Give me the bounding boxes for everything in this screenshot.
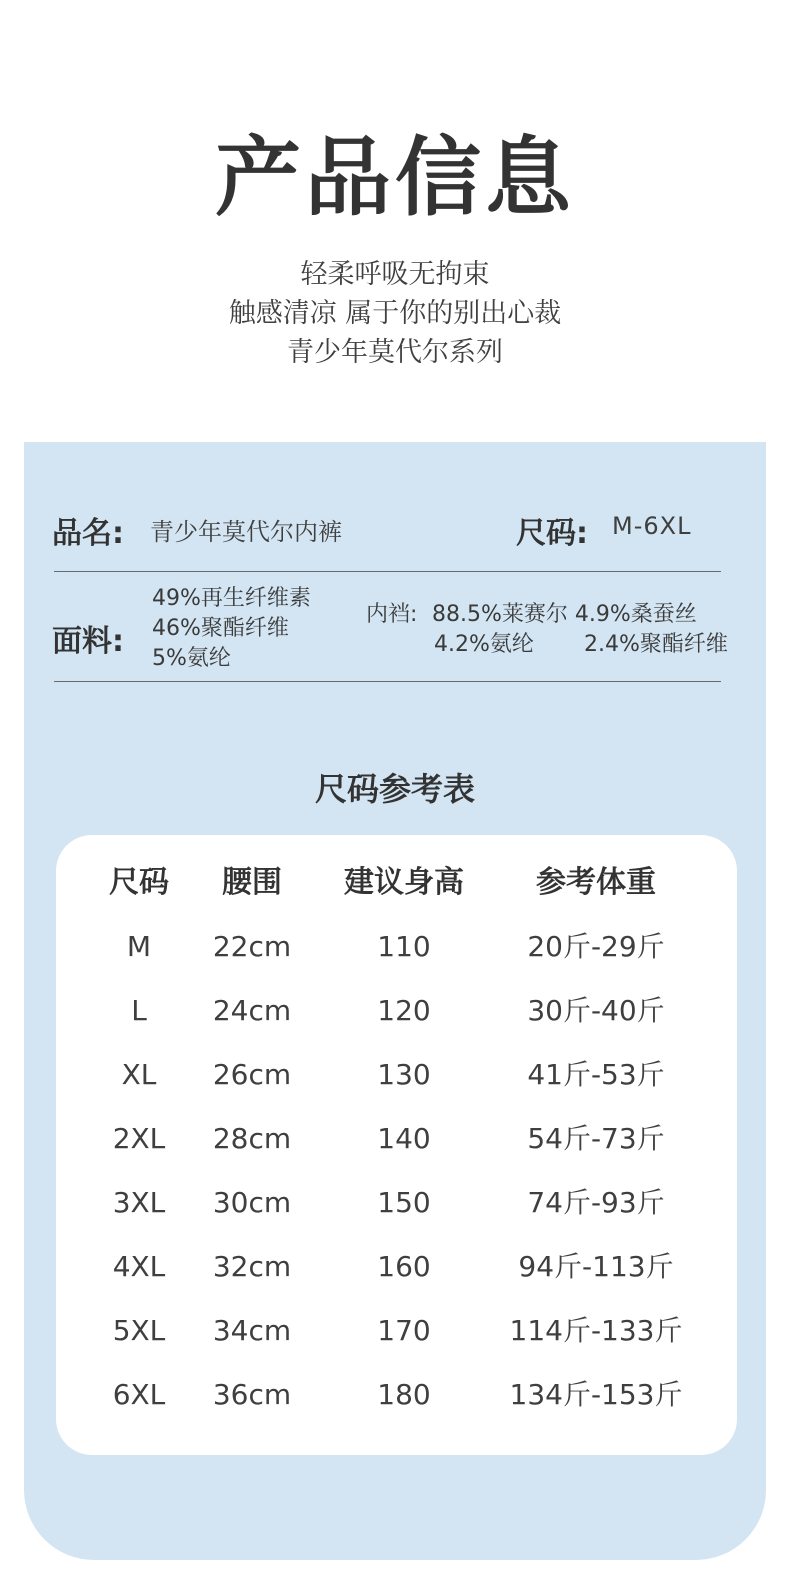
cell-size: 5XL <box>112 1314 166 1347</box>
cell-weight: 114斤-133斤 <box>509 1314 683 1347</box>
table-row <box>56 1043 737 1107</box>
cell-height: 110 <box>377 930 431 963</box>
header-weight: 参考体重 <box>536 865 656 900</box>
page-title: 产品信息 <box>215 128 575 228</box>
size-table-title: 尺码参考表 <box>314 770 475 808</box>
lining-line-2b: 2.4%聚酯纤维 <box>584 632 728 657</box>
cell-waist: 26cm <box>212 1058 292 1091</box>
product-name-label: 品名: <box>52 516 124 551</box>
cell-size: L <box>131 994 147 1027</box>
cell-size: XL <box>121 1058 157 1091</box>
cell-weight: 94斤-113斤 <box>518 1250 674 1283</box>
fabric-label: 面料: <box>52 624 124 659</box>
fabric-line-2: 46%聚酯纤维 <box>152 616 289 641</box>
cell-height: 130 <box>377 1058 431 1091</box>
header-size: 尺码 <box>109 865 169 900</box>
cell-weight: 41斤-53斤 <box>527 1058 665 1091</box>
cell-weight: 54斤-73斤 <box>527 1122 665 1155</box>
cell-waist: 30cm <box>212 1186 292 1219</box>
subtitle-line-1: 轻柔呼吸无拘束 <box>300 259 490 290</box>
divider-top <box>54 571 721 572</box>
cell-height: 180 <box>377 1378 431 1411</box>
cell-height: 120 <box>377 994 431 1027</box>
header-height: 建议身高 <box>344 865 464 900</box>
fabric-line-1: 49%再生纤维素 <box>152 586 311 611</box>
table-row <box>56 915 737 979</box>
size-range-value: M-6XL <box>612 512 692 540</box>
table-row <box>56 1299 737 1363</box>
subtitle-line-2: 触感清凉 属于你的别出心裁 <box>228 298 562 329</box>
cell-waist: 28cm <box>212 1122 292 1155</box>
cell-size: 4XL <box>112 1250 166 1283</box>
product-name-value: 青少年莫代尔内裤 <box>150 518 342 546</box>
subtitle-line-3: 青少年莫代尔系列 <box>287 337 503 368</box>
lining-line-2a: 4.2%氨纶 <box>434 632 534 657</box>
cell-height: 150 <box>377 1186 431 1219</box>
cell-waist: 36cm <box>212 1378 292 1411</box>
cell-height: 170 <box>377 1314 431 1347</box>
table-row <box>56 1235 737 1299</box>
lining-line-1: 88.5%莱赛尔 4.9%桑蚕丝 <box>432 602 697 627</box>
cell-size: 6XL <box>112 1378 166 1411</box>
cell-size: 3XL <box>112 1186 166 1219</box>
table-row <box>56 1107 737 1171</box>
cell-height: 160 <box>377 1250 431 1283</box>
cell-weight: 134斤-153斤 <box>509 1378 683 1411</box>
cell-waist: 32cm <box>212 1250 292 1283</box>
cell-weight: 30斤-40斤 <box>527 994 665 1027</box>
cell-waist: 34cm <box>212 1314 292 1347</box>
divider-bottom <box>54 681 721 682</box>
cell-height: 140 <box>377 1122 431 1155</box>
header-waist: 腰围 <box>222 865 282 900</box>
cell-waist: 22cm <box>212 930 292 963</box>
table-row <box>56 979 737 1043</box>
table-row <box>56 1363 737 1427</box>
cell-waist: 24cm <box>212 994 292 1027</box>
table-row <box>56 1171 737 1235</box>
cell-size: M <box>126 930 152 963</box>
cell-weight: 74斤-93斤 <box>527 1186 665 1219</box>
cell-size: 2XL <box>112 1122 166 1155</box>
size-table-card <box>56 835 737 1455</box>
size-table-header <box>56 851 737 915</box>
size-range-label: 尺码: <box>516 516 588 551</box>
lining-label: 内裆: <box>366 602 418 627</box>
fabric-line-3: 5%氨纶 <box>152 646 231 671</box>
product-info-panel <box>24 442 766 1560</box>
cell-weight: 20斤-29斤 <box>527 930 665 963</box>
